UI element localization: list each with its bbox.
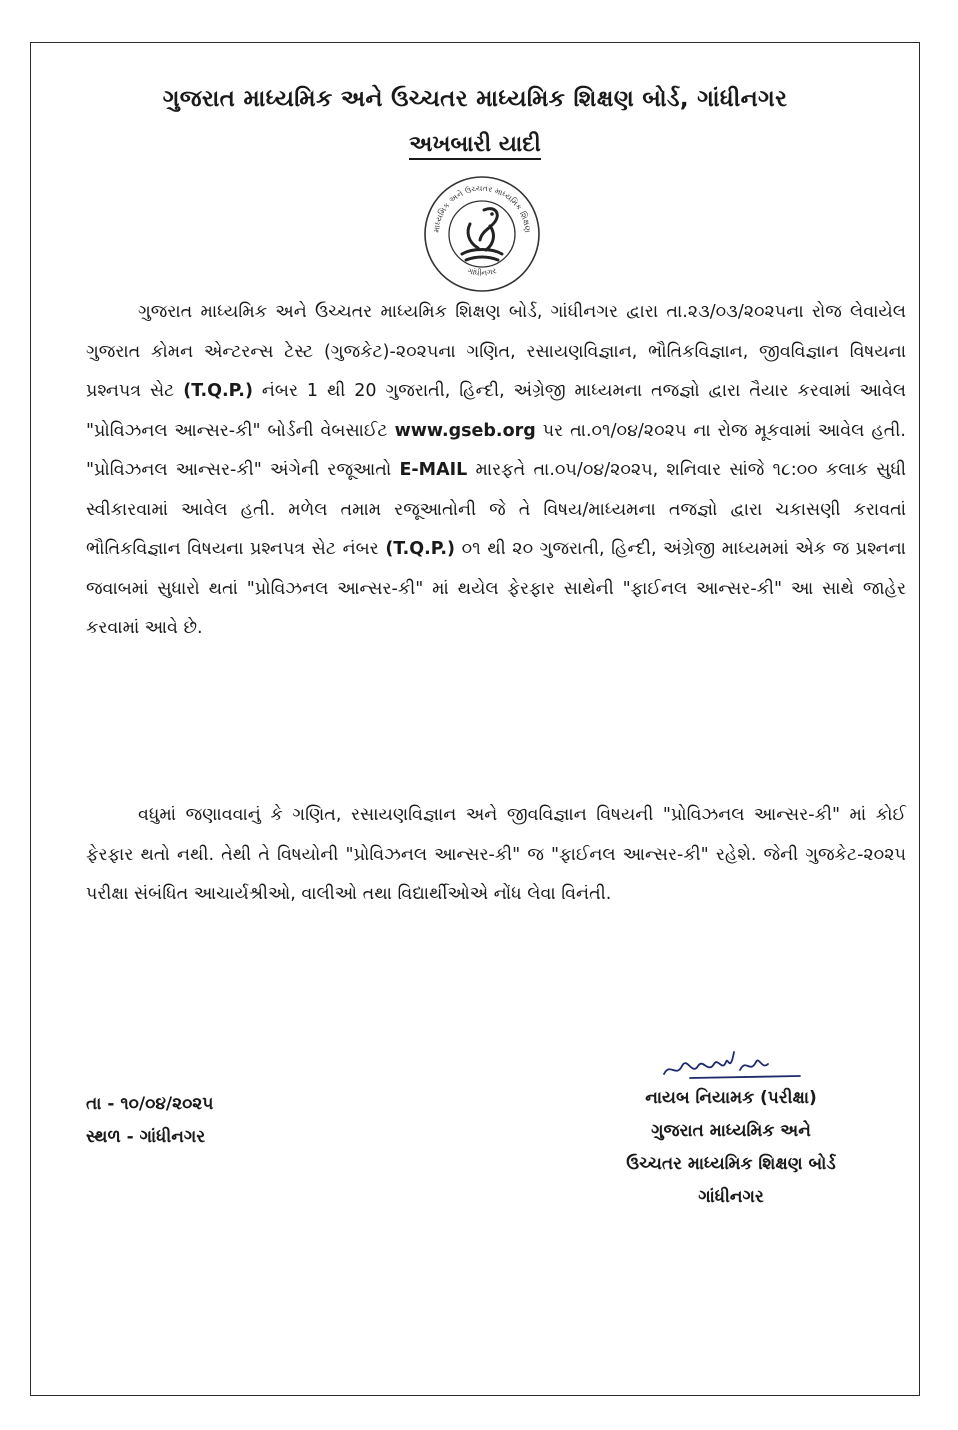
p1-text-b: નંબર 1 થી 20 ગુજરાતી, હિન્દી, અંગ્રેજી માધ્યમના તજજ્ઞો દ્વારા તૈયાર કરવામાં આવેલ "પ્રોવિઝનલ આન્સર-કી" બોર્ડની વેબસાઈટ xyxy=(86,381,906,441)
document-title: ગુજરાત માધ્યમિક અને ઉચ્ચતર માધ્યમિક શિક્ષણ બોર્ડ, ગાંધીનગર xyxy=(162,86,788,112)
body-paragraph-1 xyxy=(86,293,906,649)
issue-place: સ્થળ - ગાંધીનગર xyxy=(86,1127,206,1147)
p1-tqp-label-2: (T.Q.P.) xyxy=(385,539,456,559)
p1-text-a: ગુજરાત માધ્યમિક અને ઉચ્ચતર માધ્યમિક શિક્ષણ બોર્ડ, ગાંધીનગર દ્વારા તા.૨૩/૦૩/૨૦૨૫ના રોજ લેવાયેલ ગુજરાત કોમન એન્ટરન્સ ટેસ્ટ (ગુજકેટ)-૨૦૨૫ના ગણિત, રસાયણવિજ્ઞાન, ભૌતિકવિજ્ઞાન, જીવવિજ્ઞાન વિષયના પ્રશ્નપત્ર સેટ xyxy=(86,302,906,401)
p1-tqp-label: (T.Q.P.) xyxy=(183,381,253,401)
issue-date: તા - ૧૦/૦૪/૨૦૨૫ xyxy=(86,1094,214,1114)
p1-text-c: પર તા.૦૧/૦૪/૨૦૨૫ ના રોજ મૂકવામાં આવેલ હતી. "પ્રોવિઝનલ આન્સર-કી" અંગેની રજૂઆતો xyxy=(86,420,906,480)
document-subtitle xyxy=(30,132,920,157)
signatory-title: નાયબ નિયામક (પરીક્ષા) xyxy=(645,1088,817,1108)
p1-text-d: મારફતે તા.૦૫/૦૪/૨૦૨૫, શનિવાર સાંજે ૧૮:૦૦ કલાક સુધી સ્વીકારવામાં આવેલ હતી. મળેલ તમામ રજૂઆતોની જે તે વિષય/માધ્યમના તજજ્ઞો દ્વારા ચકાસણી કરાવતાં ભૌતિકવિજ્ઞાન વિષયના પ્રશ્નપત્ર સેટ નંબર xyxy=(86,460,906,559)
handwritten-signature-icon xyxy=(660,1044,810,1084)
signatory-city: ગાંધીનગર xyxy=(698,1187,764,1207)
email-label: E-MAIL xyxy=(399,460,468,480)
svg-text:માધ્યમિક અને ઉચ્ચતર માધ્યમિક શ xyxy=(432,184,532,233)
signatory-org-line-1: ગુજરાત માધ્યમિક અને xyxy=(651,1121,811,1141)
website-link[interactable]: www.gseb.org xyxy=(394,420,536,441)
signatory-org-line-2: ઉચ્ચતર માધ્યમિક શિક્ષણ બોર્ડ xyxy=(626,1154,836,1174)
signatory-block xyxy=(566,1082,896,1214)
board-seal-icon xyxy=(422,174,542,294)
seal-text-top: માધ્યમિક અને ઉચ્ચતર માધ્યમિક શિક્ષણ xyxy=(431,183,533,234)
p2-text: વધુમાં જણાવવાનું કે ગણિત, રસાયણવિજ્ઞાન અને જીવવિજ્ઞાન વિષયની "પ્રોવિઝનલ આન્સર-કી" માં કોઈ ફેરફાર થતો નથી. તેથી તે વિષયોની "પ્રોવિઝનલ આન્સર-કી" જ "ફાઈનલ આન્સર-કી" રહેશે. જેની ગુજકેટ-૨૦૨૫ પરીક્ષા સંબંધિત આચાર્યશ્રીઓ, વાલીઓ તથા વિદ્યાર્થીઓએ નોંધ લેવા વિનંતી. xyxy=(86,805,906,904)
body-paragraph-2 xyxy=(86,796,906,915)
subtitle-text: અખબારી યાદી xyxy=(409,132,541,160)
date-place-block xyxy=(86,1088,213,1154)
seal-text-bottom: ગાંધીનગર xyxy=(466,265,498,278)
p1-text-e: ૦૧ થી ૨૦ ગુજરાતી, હિન્દી, અંગ્રેજી માધ્યમમાં એક જ પ્રશ્નના જવાબમાં સુધારો થતાં "પ્રોવિઝનલ આન્સર-કી" માં થયેલ ફેરફાર સાથેની "ફાઈનલ આન્સર-કી" આ સાથે જાહેર કરવામાં આવે છે. xyxy=(86,539,906,638)
